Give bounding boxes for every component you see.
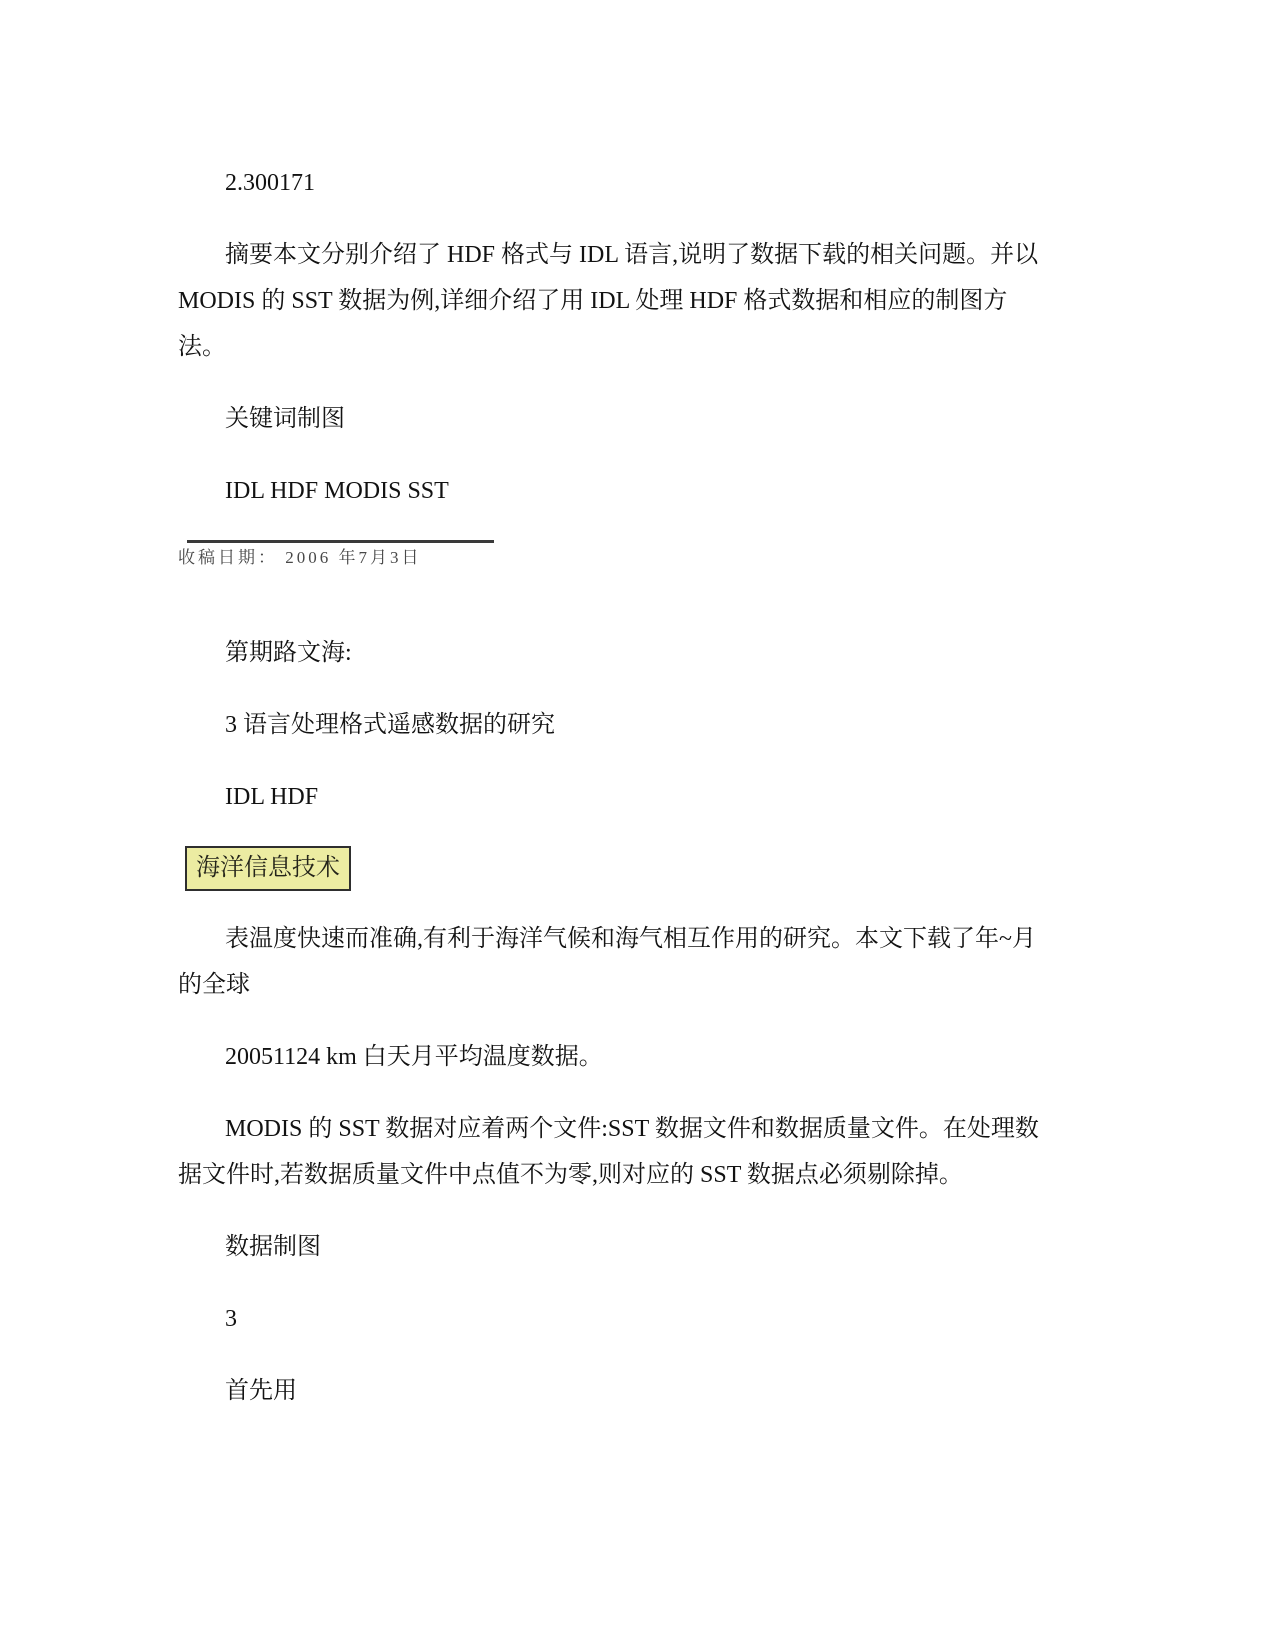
marine-info-tech-badge: 海洋信息技术: [185, 846, 351, 891]
modis-paragraph: [178, 1106, 1092, 1198]
modis-line-1: MODIS 的 SST 数据对应着两个文件:SST 数据文件和数据质量文件。在处理数: [225, 1116, 1039, 1142]
mapping-line: 数据制图: [225, 1234, 321, 1260]
sst-line-1: 表温度快速而准确,有利于海洋气候和海气相互作用的研究。本文下载了年~月: [225, 926, 1036, 952]
number-paragraph: [178, 1296, 1092, 1342]
number-line: 3: [225, 1306, 237, 1332]
keywords-label-paragraph: [178, 396, 1092, 442]
abstract-line-2: MODIS 的 SST 数据为例,详细介绍了用 IDL 处理 HDF 格式数据和相应的制图方: [178, 288, 1008, 314]
section-title-paragraph: [178, 702, 1092, 748]
abstract-line-1: 摘要本文分别介绍了 HDF 格式与 IDL 语言,说明了数据下载的相关问题。并以: [225, 242, 1039, 268]
abstract-paragraph: [178, 232, 1092, 370]
footnote-block: [178, 540, 1092, 572]
firstuse-line: 首先用: [225, 1378, 297, 1404]
abstract-line-3: 法。: [178, 334, 226, 360]
keywords-list: IDL HDF MODIS SST: [225, 478, 449, 504]
subtitle: IDL HDF: [225, 784, 319, 810]
badge-wrapper: [178, 846, 1092, 891]
journal-line-paragraph: [178, 630, 1092, 676]
section-title: 3 语言处理格式遥感数据的研究: [225, 712, 555, 738]
received-date-note: 收稿日期： 2006 年7月3日: [178, 548, 422, 567]
sst-paragraph: [178, 916, 1092, 1008]
code-paragraph: [178, 160, 1092, 206]
firstuse-paragraph: [178, 1368, 1092, 1414]
data-paragraph: [178, 1034, 1092, 1080]
journal-line: 第期路文海:: [225, 640, 352, 666]
code-line: 2.300171: [225, 170, 315, 196]
sst-line-2: 的全球: [178, 972, 250, 998]
subtitle-paragraph: [178, 774, 1092, 820]
mapping-paragraph: [178, 1224, 1092, 1270]
keywords-label: 关键词制图: [225, 406, 345, 432]
keywords-paragraph: [178, 468, 1092, 514]
data-line: 20051124 km 白天月平均温度数据。: [225, 1044, 603, 1070]
modis-line-2: 据文件时,若数据质量文件中点值不为零,则对应的 SST 数据点必须剔除掉。: [178, 1162, 963, 1188]
